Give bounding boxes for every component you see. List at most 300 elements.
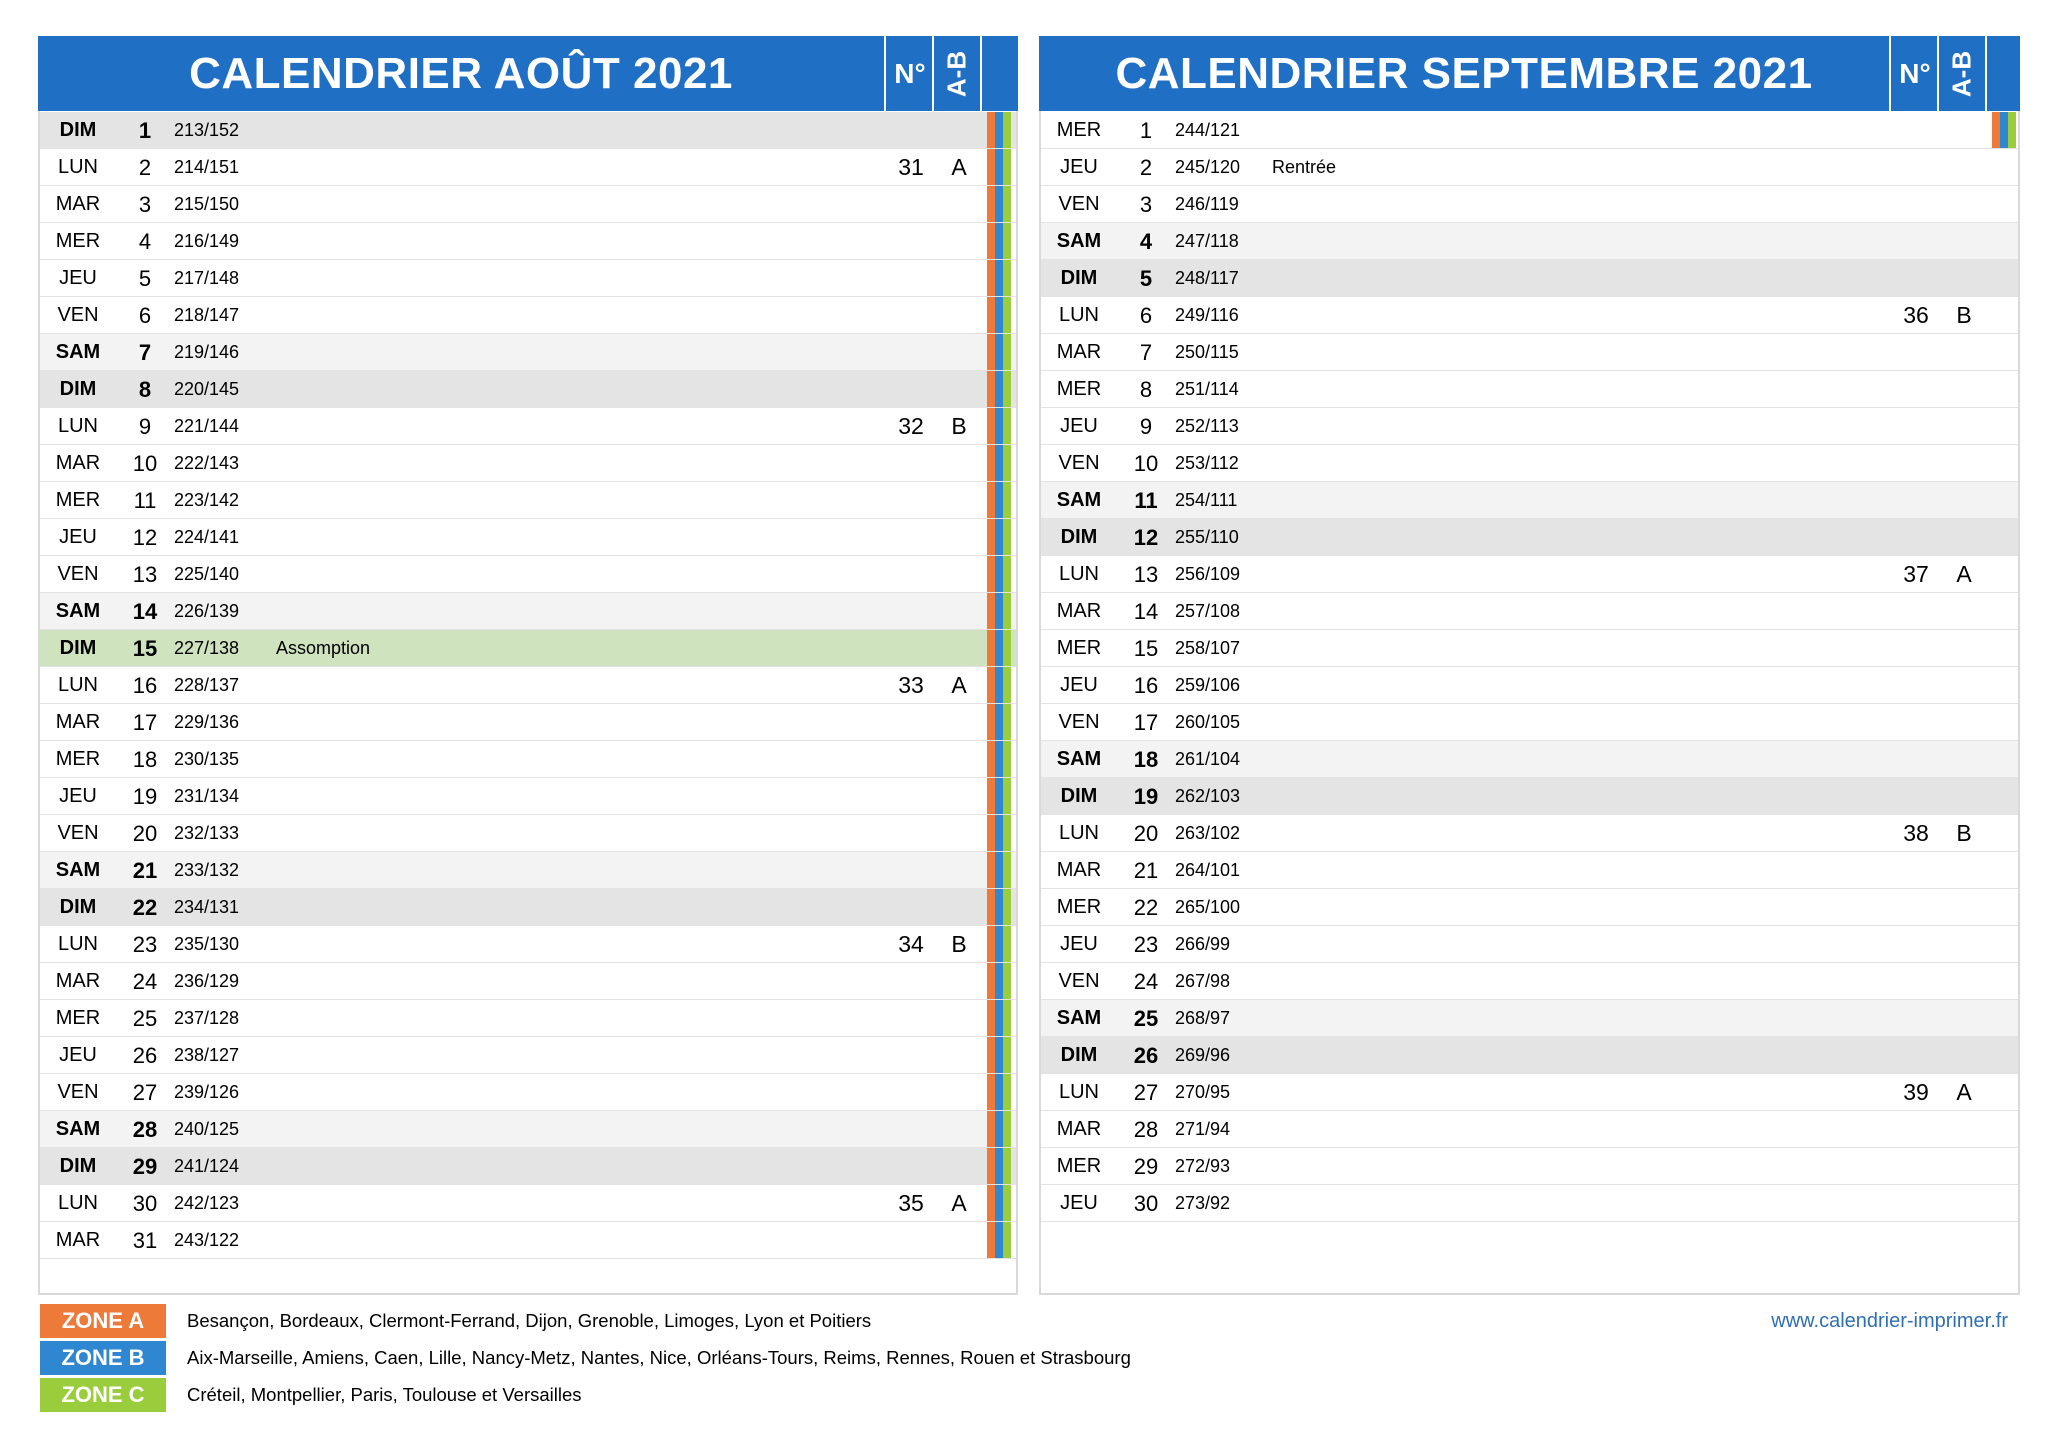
day-number: 13	[1133, 562, 1159, 587]
zone-c-bar	[1003, 741, 1011, 777]
day-of-year: 250/115	[1175, 342, 1239, 362]
day-number: 28	[1133, 1117, 1159, 1142]
week-number: 35	[898, 1190, 924, 1216]
day-name: DIM	[59, 119, 97, 141]
zone-a-bar	[987, 630, 995, 666]
zone-b-bar	[995, 445, 1003, 481]
day-row	[1041, 519, 2018, 556]
day-name: JEU	[59, 785, 97, 807]
ab-week: B	[951, 413, 967, 439]
day-row	[1041, 297, 2018, 334]
day-of-year: 240/125	[174, 1119, 240, 1139]
day-name: JEU	[1060, 674, 1098, 696]
day-of-year: 242/123	[174, 1193, 240, 1213]
zone-c-label: ZONE C	[40, 1378, 166, 1412]
day-name: MAR	[55, 970, 101, 992]
day-of-year: 230/135	[174, 749, 240, 769]
day-row	[1041, 1037, 2018, 1074]
day-row	[1041, 1074, 2018, 1111]
day-of-year: 221/144	[174, 416, 240, 436]
day-of-year: 259/106	[1175, 675, 1241, 695]
day-name: VEN	[57, 822, 99, 844]
day-of-year: 269/96	[1175, 1045, 1231, 1065]
zone-a-bar	[987, 815, 995, 851]
day-number: 2	[138, 155, 152, 180]
day-name: LUN	[57, 1192, 98, 1214]
week-number: 37	[1903, 561, 1929, 587]
day-of-year: 223/142	[174, 490, 240, 510]
day-of-year: 266/99	[1175, 934, 1231, 954]
day-row	[40, 556, 1016, 593]
day-number: 2	[1139, 155, 1153, 180]
day-row	[40, 593, 1016, 630]
day-of-year: 270/95	[1175, 1082, 1231, 1102]
day-name: VEN	[1058, 193, 1100, 215]
day-number: 14	[1133, 599, 1159, 624]
day-name: VEN	[57, 563, 99, 585]
day-name: DIM	[59, 1155, 97, 1177]
zone-b-bar	[995, 408, 1003, 444]
zone-c-bar	[1003, 186, 1011, 222]
zone-b-bar	[995, 371, 1003, 407]
month-title: CALENDRIER AOÛT 2021	[189, 49, 733, 98]
day-row	[1041, 889, 2018, 926]
zone-b-bar	[995, 815, 1003, 851]
day-name: MER	[55, 230, 101, 252]
zone-c-bar	[1003, 408, 1011, 444]
zone-c-cities: Créteil, Montpellier, Paris, Toulouse et Versailles	[187, 1384, 582, 1405]
day-name: MAR	[55, 193, 101, 215]
vacation-zone-bars	[986, 1222, 1018, 1258]
day-name: SAM	[55, 600, 101, 622]
day-of-year: 260/105	[1175, 712, 1241, 732]
day-number: 17	[1133, 710, 1159, 735]
day-row	[1041, 593, 2018, 630]
month-header	[38, 36, 1018, 111]
zone-a-bar	[987, 186, 995, 222]
day-name: DIM	[1060, 785, 1098, 807]
ab-week: B	[951, 931, 967, 957]
day-name: LUN	[1058, 1081, 1099, 1103]
day-number: 11	[133, 488, 157, 513]
zone-c-bar	[1003, 1074, 1011, 1110]
day-name: JEU	[1060, 415, 1098, 437]
day-name: MER	[1056, 1155, 1102, 1177]
vacation-zone-bars	[986, 852, 1018, 888]
ab-week: A	[1956, 1079, 1972, 1105]
day-row	[1041, 926, 2018, 963]
zone-a-bar	[987, 1185, 995, 1221]
day-row	[1041, 1185, 2018, 1222]
day-number: 29	[1133, 1154, 1159, 1179]
day-number: 29	[132, 1154, 158, 1179]
day-name: MER	[55, 1007, 101, 1029]
day-number: 13	[132, 562, 158, 587]
day-name: DIM	[59, 378, 97, 400]
event-label: Assomption	[276, 638, 371, 658]
day-number: 26	[1133, 1043, 1159, 1068]
zone-a-bar	[987, 334, 995, 370]
day-of-year: 233/132	[174, 860, 240, 880]
day-name: JEU	[1060, 1192, 1098, 1214]
vacation-zone-bars	[986, 334, 1018, 370]
day-of-year: 218/147	[174, 305, 240, 325]
zone-a-bar	[987, 778, 995, 814]
day-name: SAM	[55, 859, 101, 881]
zone-c-bar	[1003, 704, 1011, 740]
zone-a-label: ZONE A	[40, 1304, 166, 1338]
day-name: DIM	[59, 637, 97, 659]
zone-b-bar	[995, 778, 1003, 814]
day-of-year: 231/134	[174, 786, 240, 806]
day-of-year: 235/130	[174, 934, 240, 954]
day-number: 4	[1139, 229, 1153, 254]
day-of-year: 258/107	[1175, 638, 1241, 658]
day-row	[40, 371, 1016, 408]
day-name: VEN	[57, 304, 99, 326]
zone-a-bar	[987, 1148, 995, 1184]
day-name: SAM	[1056, 1007, 1102, 1029]
website-link[interactable]: www.calendrier-imprimer.fr	[1771, 1310, 2008, 1332]
day-of-year: 214/151	[174, 157, 240, 177]
day-name: SAM	[55, 1118, 101, 1140]
day-row	[1041, 149, 2018, 186]
day-row	[40, 334, 1016, 371]
zone-c-bar	[1003, 1111, 1011, 1147]
zone-b-label: ZONE B	[40, 1341, 166, 1375]
vacation-zone-bars	[986, 630, 1018, 666]
zone-a-bar	[987, 1222, 995, 1258]
ab-week-header: A-B	[932, 36, 982, 111]
vacation-zone-bars	[986, 186, 1018, 222]
day-number: 12	[132, 525, 158, 550]
zone-a-bar	[987, 112, 995, 148]
week-number: 33	[898, 672, 924, 698]
zone-a-bar	[987, 593, 995, 629]
zone-a-bar	[987, 556, 995, 592]
day-of-year: 229/136	[174, 712, 240, 732]
day-row	[40, 1148, 1016, 1185]
week-number-header: N°	[1889, 36, 1939, 111]
day-number: 7	[1139, 340, 1153, 365]
zone-b-bar	[995, 297, 1003, 333]
zone-c-bar	[1003, 667, 1011, 703]
day-number: 26	[132, 1043, 158, 1068]
day-number: 16	[1133, 673, 1159, 698]
week-number: 34	[898, 931, 924, 957]
day-row	[1041, 260, 2018, 297]
day-row	[40, 223, 1016, 260]
day-of-year: 257/108	[1175, 601, 1241, 621]
day-row	[1041, 186, 2018, 223]
zone-b-bar	[995, 889, 1003, 925]
day-name: LUN	[1058, 822, 1099, 844]
day-of-year: 247/118	[1175, 231, 1239, 251]
day-row	[1041, 963, 2018, 1000]
day-of-year: 225/140	[174, 564, 240, 584]
day-row	[1041, 1000, 2018, 1037]
zone-c-bar	[1003, 519, 1011, 555]
day-row	[1041, 334, 2018, 371]
day-row	[40, 1037, 1016, 1074]
zone-c-bar	[1003, 556, 1011, 592]
zone-c-bar	[1003, 852, 1011, 888]
ab-week: A	[951, 672, 967, 698]
day-row	[40, 778, 1016, 815]
day-number: 30	[132, 1191, 158, 1216]
zone-a-bar	[987, 1037, 995, 1073]
day-name: MER	[1056, 119, 1102, 141]
day-number: 19	[1133, 784, 1159, 809]
ab-week: B	[1956, 302, 1972, 328]
vacation-zone-bars	[986, 482, 1018, 518]
day-name: MER	[55, 748, 101, 770]
day-number: 30	[1133, 1191, 1159, 1216]
zone-b-bar	[995, 1074, 1003, 1110]
day-of-year: 243/122	[174, 1230, 240, 1250]
day-row	[1041, 667, 2018, 704]
zone-c-bar	[1003, 445, 1011, 481]
vacation-zone-bars	[986, 556, 1018, 592]
day-name: JEU	[59, 267, 97, 289]
day-of-year: 213/152	[174, 120, 240, 140]
day-of-year: 272/93	[1175, 1156, 1231, 1176]
vacation-zone-bars	[986, 1111, 1018, 1147]
day-number: 9	[1139, 414, 1153, 439]
zone-a-bar	[987, 482, 995, 518]
day-row	[1041, 815, 2018, 852]
day-number: 22	[132, 895, 158, 920]
day-number: 18	[1133, 747, 1159, 772]
day-name: DIM	[1060, 1044, 1098, 1066]
day-name: MER	[55, 489, 101, 511]
day-row	[40, 297, 1016, 334]
day-number: 4	[138, 229, 152, 254]
week-number: 31	[898, 154, 924, 180]
day-number: 28	[132, 1117, 158, 1142]
vacation-zone-bars	[986, 1000, 1018, 1036]
zone-b-bar	[995, 223, 1003, 259]
zone-b-bar	[995, 1000, 1003, 1036]
zone-a-bar	[987, 297, 995, 333]
day-of-year: 244/121	[1175, 120, 1241, 140]
vacation-zone-bars	[986, 741, 1018, 777]
zone-c-bar	[1003, 926, 1011, 962]
day-name: DIM	[59, 896, 97, 918]
day-of-year: 264/101	[1175, 860, 1241, 880]
zone-c-bar	[1003, 371, 1011, 407]
zone-b-bar	[995, 852, 1003, 888]
zone-a-bar	[987, 704, 995, 740]
day-of-year: 246/119	[1175, 194, 1239, 214]
zone-a-bar	[987, 667, 995, 703]
day-of-year: 237/128	[174, 1008, 240, 1028]
day-row	[1041, 778, 2018, 815]
ab-week-header: A-B	[1937, 36, 1987, 111]
day-row	[1041, 408, 2018, 445]
week-number: 39	[1903, 1079, 1929, 1105]
day-row	[40, 408, 1016, 445]
vacation-zone-bars	[986, 112, 1018, 148]
day-number: 16	[132, 673, 158, 698]
zone-c-bar	[1003, 815, 1011, 851]
day-of-year: 215/150	[174, 194, 240, 214]
zone-a-bar	[987, 260, 995, 296]
vacation-zone-bars	[986, 889, 1018, 925]
day-name: VEN	[1058, 452, 1100, 474]
day-name: JEU	[1060, 156, 1098, 178]
day-row	[40, 260, 1016, 297]
day-row	[40, 149, 1016, 186]
event-label: Rentrée	[1272, 157, 1337, 177]
day-of-year: 251/114	[1175, 379, 1239, 399]
zone-b-bar	[995, 1111, 1003, 1147]
day-of-year: 217/148	[174, 268, 240, 288]
day-name: MER	[1056, 378, 1102, 400]
day-number: 18	[132, 747, 158, 772]
ab-week: B	[1956, 820, 1972, 846]
zone-b-bar	[995, 482, 1003, 518]
day-name: MAR	[55, 452, 101, 474]
day-row	[1041, 112, 2018, 149]
day-number: 10	[1133, 451, 1159, 476]
zone-b-cities: Aix-Marseille, Amiens, Caen, Lille, Nancy-Metz, Nantes, Nice, Orléans-Tours, Reims, Rennes, Rouen et Strasbourg	[187, 1347, 1131, 1368]
day-name: MER	[1056, 637, 1102, 659]
day-row	[1041, 1148, 2018, 1185]
zone-a-bar	[987, 852, 995, 888]
day-number: 22	[1133, 895, 1159, 920]
day-number: 25	[1133, 1006, 1159, 1031]
day-name: LUN	[57, 415, 98, 437]
day-row	[40, 445, 1016, 482]
day-number: 23	[1133, 932, 1159, 957]
day-row	[40, 1222, 1016, 1259]
day-name: LUN	[1058, 563, 1099, 585]
day-of-year: 252/113	[1175, 416, 1239, 436]
zone-b-bar	[995, 260, 1003, 296]
day-of-year: 265/100	[1175, 897, 1241, 917]
day-number: 6	[138, 303, 152, 328]
day-of-year: 239/126	[174, 1082, 240, 1102]
day-number: 14	[132, 599, 158, 624]
vacation-zone-bars	[986, 260, 1018, 296]
day-name: JEU	[59, 1044, 97, 1066]
day-number: 27	[132, 1080, 158, 1105]
day-of-year: 248/117	[1175, 268, 1239, 288]
day-name: JEU	[1060, 933, 1098, 955]
zone-c-bar	[1003, 1000, 1011, 1036]
day-of-year: 224/141	[174, 527, 240, 547]
day-of-year: 253/112	[1175, 453, 1239, 473]
day-name: SAM	[1056, 489, 1102, 511]
day-name: VEN	[1058, 711, 1100, 733]
month-title: CALENDRIER SEPTEMBRE 2021	[1115, 49, 1813, 98]
day-row	[1041, 704, 2018, 741]
day-number: 20	[132, 821, 158, 846]
zone-c-bar	[1003, 630, 1011, 666]
zone-a-bar	[987, 1000, 995, 1036]
zone-b-bar	[995, 593, 1003, 629]
day-name: MAR	[1056, 1118, 1102, 1140]
day-of-year: 236/129	[174, 971, 240, 991]
vacation-zone-bars	[986, 815, 1018, 851]
day-number: 23	[132, 932, 158, 957]
day-rows	[40, 112, 1016, 1259]
day-name: LUN	[57, 933, 98, 955]
vacation-zone-bars	[1991, 112, 2023, 148]
zone-b-bar	[995, 1148, 1003, 1184]
day-name: JEU	[59, 526, 97, 548]
day-row	[40, 519, 1016, 556]
day-number: 31	[132, 1228, 158, 1253]
vacation-zone-bars	[986, 371, 1018, 407]
day-name: SAM	[1056, 230, 1102, 252]
zone-b-bar	[995, 186, 1003, 222]
zone-c-bar	[1003, 1037, 1011, 1073]
day-name: VEN	[1058, 970, 1100, 992]
day-row	[1041, 223, 2018, 260]
week-number-header: N°	[884, 36, 934, 111]
zone-a-bar	[987, 926, 995, 962]
day-of-year: 262/103	[1175, 786, 1241, 806]
zone-b-bar	[995, 149, 1003, 185]
day-number: 8	[1139, 377, 1153, 402]
vacation-zone-bars	[986, 963, 1018, 999]
day-number: 1	[1139, 118, 1153, 143]
day-of-year: 249/116	[1175, 305, 1239, 325]
zone-b-bar	[995, 1222, 1003, 1258]
day-row	[40, 630, 1016, 667]
day-of-year: 220/145	[174, 379, 240, 399]
day-number: 3	[1139, 192, 1153, 217]
vacation-zone-bars	[986, 778, 1018, 814]
day-row	[1041, 482, 2018, 519]
day-row	[40, 889, 1016, 926]
day-row	[1041, 556, 2018, 593]
day-number: 12	[1133, 525, 1159, 550]
day-row	[40, 741, 1016, 778]
day-row	[40, 704, 1016, 741]
zone-b-bar	[995, 630, 1003, 666]
day-row	[40, 1185, 1016, 1222]
vacation-zone-bars	[986, 593, 1018, 629]
day-row	[40, 112, 1016, 149]
day-of-year: 245/120	[1175, 157, 1241, 177]
vacation-zone-bars	[986, 149, 1018, 185]
calendar-august	[38, 36, 1018, 1295]
ab-week: A	[1956, 561, 1972, 587]
day-row	[1041, 741, 2018, 778]
zone-a-bar	[987, 223, 995, 259]
day-number: 5	[1139, 266, 1153, 291]
vacation-zone-bars	[986, 1037, 1018, 1073]
day-row	[40, 1000, 1016, 1037]
day-number: 15	[132, 636, 158, 661]
day-name: SAM	[1056, 748, 1102, 770]
day-of-year: 216/149	[174, 231, 240, 251]
day-row	[1041, 445, 2018, 482]
day-rows	[1041, 112, 2018, 1222]
zone-b-bar	[995, 519, 1003, 555]
day-of-year: 219/146	[174, 342, 240, 362]
zone-b-bar	[995, 704, 1003, 740]
day-of-year: 226/139	[174, 601, 240, 621]
day-number: 20	[1133, 821, 1159, 846]
day-row	[1041, 630, 2018, 667]
day-name: SAM	[55, 341, 101, 363]
day-name: LUN	[57, 156, 98, 178]
zone-b-bar	[995, 926, 1003, 962]
